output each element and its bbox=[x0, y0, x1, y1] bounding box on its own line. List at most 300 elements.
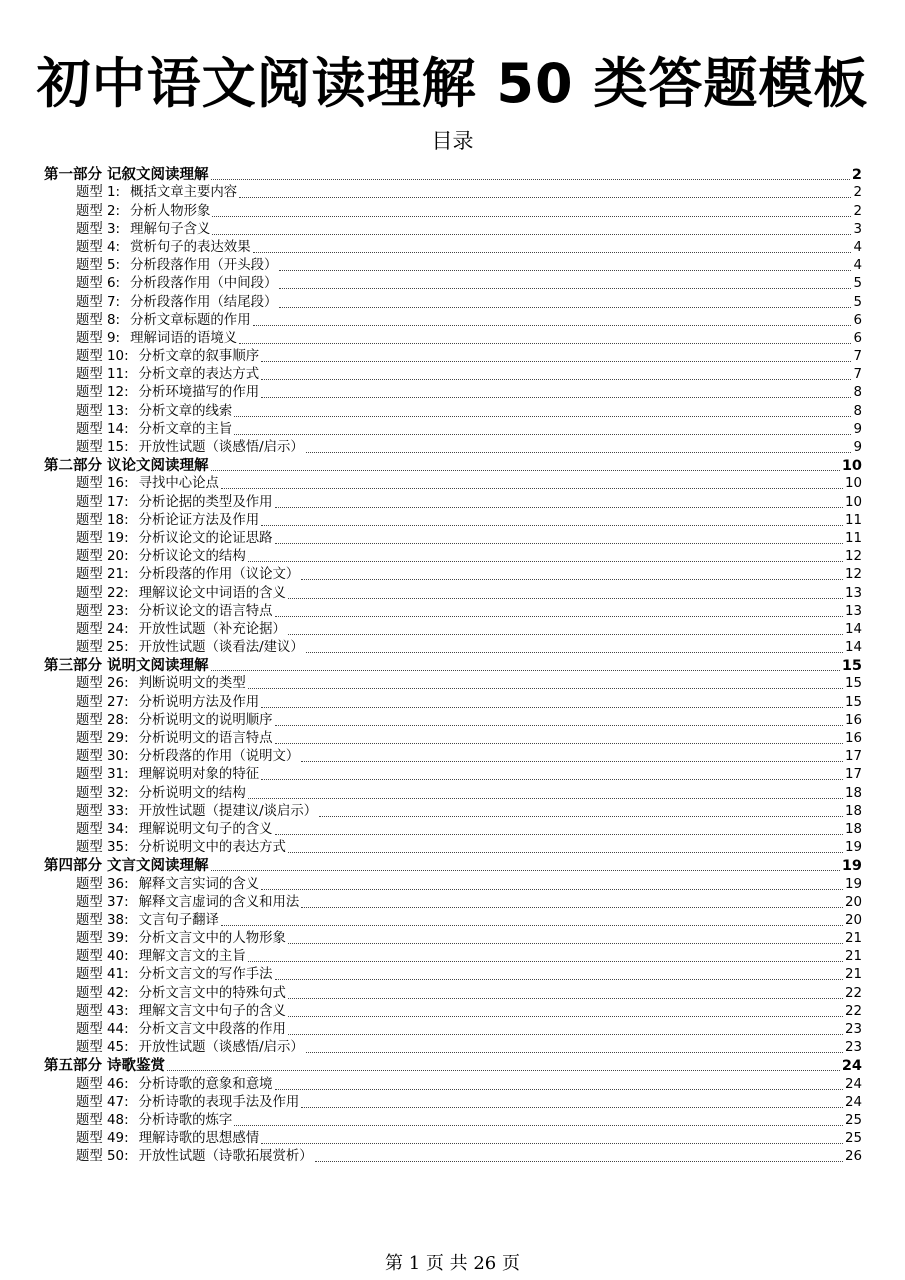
toc-page-number: 8 bbox=[853, 385, 862, 401]
toc-item-text: 文言句子翻译 bbox=[138, 912, 219, 928]
toc-item-code: 题型 45: bbox=[76, 1040, 129, 1056]
toc-item-text: 寻找中心论点 bbox=[138, 476, 219, 492]
toc-item-label bbox=[76, 239, 251, 257]
toc-item-code: 题型 35: bbox=[76, 840, 129, 856]
toc-item-label bbox=[76, 1003, 286, 1021]
toc-page-number: 18 bbox=[844, 785, 862, 801]
toc-page-number: 19 bbox=[844, 840, 862, 856]
toc-item-text: 分析人物形象 bbox=[130, 203, 211, 219]
toc-item-row[interactable] bbox=[44, 275, 862, 293]
leader-dots bbox=[275, 507, 843, 508]
toc-item-row[interactable] bbox=[44, 421, 862, 439]
toc-page-number: 16 bbox=[844, 731, 862, 746]
toc-page-number: 7 bbox=[853, 367, 862, 383]
toc-item-row[interactable] bbox=[44, 1003, 862, 1021]
toc-item-text: 开放性试题（谈感悟/启示） bbox=[138, 440, 304, 455]
leader-dots bbox=[261, 707, 843, 708]
page-footer: 第 1 页 共 26 页 bbox=[385, 1253, 520, 1274]
toc-item-label bbox=[76, 1094, 299, 1112]
toc-item-label bbox=[76, 966, 273, 984]
toc-page-number: 2 bbox=[851, 167, 862, 184]
toc-item-text: 理解文言文的主旨 bbox=[138, 949, 246, 965]
toc-item-text: 开放性试题（提建议/谈启示） bbox=[138, 803, 318, 819]
toc-item-code: 题型 7: bbox=[76, 294, 121, 310]
toc-item-code: 题型 8: bbox=[76, 312, 121, 328]
toc-item-label bbox=[76, 639, 304, 657]
toc-page-number: 4 bbox=[853, 239, 862, 255]
toc-item-row[interactable] bbox=[44, 1112, 862, 1130]
toc-item-label bbox=[76, 1021, 286, 1039]
toc-section-row[interactable] bbox=[44, 657, 862, 675]
toc-item-text: 开放性试题（谈看法/建议） bbox=[138, 640, 304, 656]
toc-section-title: 第三部分 说明文阅读理解 bbox=[44, 658, 209, 675]
toc-item-text: 分析说明文的语言特点 bbox=[138, 731, 273, 746]
toc-item-label bbox=[76, 985, 286, 1003]
toc-item-code: 题型 28: bbox=[76, 712, 129, 728]
toc-item-row[interactable] bbox=[44, 402, 862, 420]
toc-item-text: 分析说明文中的表达方式 bbox=[138, 840, 286, 856]
leader-dots bbox=[211, 670, 840, 671]
toc-item-label bbox=[76, 512, 259, 530]
toc-item-code: 题型 33: bbox=[76, 803, 129, 819]
toc-item-row[interactable] bbox=[44, 384, 862, 402]
toc-item-row[interactable] bbox=[44, 730, 862, 748]
toc-item-code: 题型 3: bbox=[76, 221, 121, 237]
toc-item-label bbox=[76, 203, 210, 221]
toc-item-code: 题型 44: bbox=[76, 1022, 129, 1037]
leader-dots bbox=[211, 870, 840, 871]
toc-item-row[interactable] bbox=[44, 202, 862, 220]
leader-dots bbox=[279, 270, 851, 271]
toc-page-number: 6 bbox=[853, 312, 862, 328]
leader-dots bbox=[211, 470, 840, 471]
toc-item-row[interactable] bbox=[44, 366, 862, 384]
toc-page-number: 23 bbox=[844, 1040, 862, 1056]
toc-item-code: 题型 30: bbox=[76, 749, 129, 765]
toc-item-row[interactable] bbox=[44, 439, 862, 457]
toc-item-text: 理解句子含义 bbox=[130, 221, 211, 237]
toc-page-number: 14 bbox=[844, 621, 862, 637]
toc-item-text: 分析文言文中的特殊句式 bbox=[138, 985, 286, 1001]
toc-item-label bbox=[76, 621, 286, 639]
toc-page-number: 15 bbox=[841, 658, 862, 675]
toc-page-number: 20 bbox=[844, 912, 862, 928]
leader-dots bbox=[261, 525, 843, 526]
toc-page-number: 14 bbox=[844, 640, 862, 656]
leader-dots bbox=[301, 907, 843, 908]
toc-item-label bbox=[76, 803, 317, 821]
toc-item-label bbox=[76, 785, 246, 803]
leader-dots bbox=[288, 1034, 843, 1035]
toc-page-number: 13 bbox=[844, 603, 862, 619]
toc-item-row[interactable] bbox=[44, 1094, 862, 1112]
toc-page-number: 8 bbox=[853, 403, 862, 419]
toc-item-code: 题型 13: bbox=[76, 403, 129, 419]
toc-page-number: 4 bbox=[853, 258, 862, 274]
toc-item-text: 分析说明方法及作用 bbox=[138, 694, 260, 710]
document-title: 初中语文阅读理解 50 类答题模板 bbox=[36, 52, 869, 115]
leader-dots bbox=[239, 197, 851, 198]
toc-page-number: 24 bbox=[841, 1058, 862, 1075]
toc-item-row[interactable] bbox=[44, 603, 862, 621]
leader-dots bbox=[275, 1089, 843, 1090]
toc-item-code: 题型 5: bbox=[76, 258, 121, 274]
leader-dots bbox=[239, 343, 851, 344]
toc-page-number: 24 bbox=[844, 1076, 862, 1092]
toc-page-number: 10 bbox=[844, 476, 862, 492]
toc-item-row[interactable] bbox=[44, 257, 862, 275]
toc-item-row[interactable] bbox=[44, 348, 862, 366]
toc-item-row[interactable] bbox=[44, 784, 862, 802]
toc-item-code: 题型 15: bbox=[76, 440, 129, 455]
toc-item-row[interactable] bbox=[44, 1148, 862, 1166]
toc-item-label bbox=[76, 1148, 313, 1166]
leader-dots bbox=[275, 834, 843, 835]
toc-item-label bbox=[76, 221, 210, 239]
toc-item-code: 题型 19: bbox=[76, 530, 129, 546]
toc-item-code: 题型 22: bbox=[76, 585, 129, 601]
toc-item-label bbox=[76, 421, 232, 439]
toc-item-code: 题型 25: bbox=[76, 640, 129, 656]
toc-item-code: 题型 10: bbox=[76, 349, 129, 365]
toc-item-text: 分析文言文中的人物形象 bbox=[138, 931, 286, 947]
toc-page-number: 7 bbox=[853, 349, 862, 365]
toc-page-number: 22 bbox=[844, 985, 862, 1001]
toc-item-text: 分析诗歌的意象和意境 bbox=[138, 1076, 273, 1092]
toc-item-code: 题型 40: bbox=[76, 949, 129, 965]
leader-dots bbox=[253, 325, 852, 326]
toc-page-number: 24 bbox=[844, 1094, 862, 1110]
toc-item-code: 题型 31: bbox=[76, 767, 129, 783]
toc-page-number: 6 bbox=[853, 330, 862, 346]
toc-item-text: 分析说明文的结构 bbox=[138, 785, 246, 801]
toc-item-row[interactable] bbox=[44, 894, 862, 912]
toc-item-text: 分析诗歌的表现手法及作用 bbox=[138, 1094, 300, 1110]
leader-dots bbox=[288, 998, 843, 999]
toc-page-number: 15 bbox=[844, 676, 862, 692]
toc-item-row[interactable] bbox=[44, 930, 862, 948]
leader-dots bbox=[315, 1161, 843, 1162]
toc-item-row[interactable] bbox=[44, 530, 862, 548]
toc-item-row[interactable] bbox=[44, 966, 862, 984]
toc-item-code: 题型 27: bbox=[76, 694, 129, 710]
toc-item-code: 题型 41: bbox=[76, 967, 129, 983]
leader-dots bbox=[261, 361, 851, 362]
leader-dots bbox=[306, 1052, 843, 1053]
toc-page-number: 20 bbox=[844, 894, 862, 910]
toc-item-text: 分析文章标题的作用 bbox=[130, 312, 251, 328]
toc-page-number: 2 bbox=[853, 203, 862, 219]
toc-item-label bbox=[76, 1039, 304, 1057]
toc-item-code: 题型 34: bbox=[76, 821, 129, 837]
toc-item-row[interactable] bbox=[44, 493, 862, 511]
leader-dots bbox=[288, 1016, 843, 1017]
toc-item-text: 赏析句子的表达效果 bbox=[130, 239, 251, 255]
toc-item-row[interactable] bbox=[44, 566, 862, 584]
toc-page-number: 11 bbox=[844, 530, 862, 546]
toc-item-text: 分析段落的作用（议论文） bbox=[138, 567, 300, 583]
toc-item-code: 题型 36: bbox=[76, 876, 129, 892]
toc-page-number: 3 bbox=[853, 221, 862, 237]
toc-item-text: 分析段落的作用（说明文） bbox=[138, 749, 300, 765]
toc-item-label bbox=[76, 675, 246, 693]
toc-item-row[interactable] bbox=[44, 875, 862, 893]
toc-page-number: 10 bbox=[844, 494, 862, 510]
leader-dots bbox=[248, 688, 843, 689]
toc-item-text: 开放性试题（补充论据） bbox=[138, 621, 286, 637]
toc-item-label bbox=[76, 1076, 273, 1094]
toc-item-label bbox=[76, 548, 246, 566]
leader-dots bbox=[275, 725, 843, 726]
toc-section-row[interactable] bbox=[44, 457, 862, 475]
toc-page-number: 21 bbox=[844, 931, 862, 947]
toc-item-code: 题型 46: bbox=[76, 1076, 129, 1092]
toc-item-label bbox=[76, 839, 286, 857]
toc-page-number: 2 bbox=[853, 185, 862, 201]
leader-dots bbox=[261, 1143, 843, 1144]
toc-item-text: 分析段落作用（中间段） bbox=[130, 276, 278, 292]
toc-item-label bbox=[76, 439, 304, 457]
leader-dots bbox=[234, 1125, 843, 1126]
leader-dots bbox=[279, 307, 851, 308]
toc-page-number: 9 bbox=[853, 440, 862, 455]
toc-item-text: 开放性试题（谈感悟/启示） bbox=[138, 1040, 304, 1056]
toc-item-row[interactable] bbox=[44, 312, 862, 330]
toc-page-number: 21 bbox=[844, 967, 862, 983]
toc-item-code: 题型 48: bbox=[76, 1112, 129, 1128]
toc-item-row[interactable] bbox=[44, 948, 862, 966]
toc-item-row[interactable] bbox=[44, 475, 862, 493]
toc-item-code: 题型 21: bbox=[76, 567, 129, 583]
toc-page-number: 11 bbox=[844, 512, 862, 528]
toc-item-label bbox=[76, 912, 219, 930]
toc-item-label bbox=[76, 275, 277, 293]
leader-dots bbox=[261, 379, 851, 380]
toc-item-text: 判断说明文的类型 bbox=[138, 676, 246, 692]
toc-page-number: 15 bbox=[844, 694, 862, 710]
toc-section-row[interactable] bbox=[44, 166, 862, 184]
leader-dots bbox=[275, 743, 843, 744]
toc-item-text: 分析议论文的结构 bbox=[138, 549, 246, 565]
toc-item-row[interactable] bbox=[44, 512, 862, 530]
toc-item-row[interactable] bbox=[44, 748, 862, 766]
toc-item-text: 概括文章主要内容 bbox=[130, 185, 238, 201]
leader-dots bbox=[212, 216, 851, 217]
toc-item-label bbox=[76, 730, 273, 748]
leader-dots bbox=[234, 416, 851, 417]
toc-item-code: 题型 24: bbox=[76, 621, 129, 637]
toc-page-number: 19 bbox=[841, 858, 862, 875]
toc-item-text: 分析段落作用（开头段） bbox=[130, 258, 278, 274]
toc-item-code: 题型 29: bbox=[76, 731, 129, 746]
toc-item-label bbox=[76, 348, 259, 366]
toc-page-number: 25 bbox=[844, 1112, 862, 1128]
toc-page-number: 23 bbox=[844, 1022, 862, 1037]
toc-item-label bbox=[76, 694, 259, 712]
toc-section-title: 第五部分 诗歌鉴赏 bbox=[44, 1058, 166, 1075]
toc-item-code: 题型 47: bbox=[76, 1094, 129, 1110]
toc-item-row[interactable] bbox=[44, 1075, 862, 1093]
toc-item-code: 题型 43: bbox=[76, 1003, 129, 1019]
toc-page-number: 18 bbox=[844, 821, 862, 837]
leader-dots bbox=[234, 434, 851, 435]
toc-item-row[interactable] bbox=[44, 693, 862, 711]
toc-item-text: 理解词语的语境义 bbox=[130, 330, 238, 346]
toc-item-text: 理解诗歌的思想感情 bbox=[138, 1131, 260, 1147]
toc-item-code: 题型 38: bbox=[76, 912, 129, 928]
toc-page-number: 19 bbox=[844, 876, 862, 892]
toc-item-code: 题型 26: bbox=[76, 676, 129, 692]
toc-page-number: 9 bbox=[853, 421, 862, 437]
toc-page-number: 22 bbox=[844, 1003, 862, 1019]
leader-dots bbox=[288, 598, 843, 599]
toc-item-row[interactable] bbox=[44, 912, 862, 930]
toc-item-label bbox=[76, 294, 277, 312]
toc-item-label bbox=[76, 603, 273, 621]
toc-item-label bbox=[76, 366, 259, 384]
leader-dots bbox=[288, 943, 843, 944]
toc-item-code: 题型 39: bbox=[76, 931, 129, 947]
toc-item-label bbox=[76, 1112, 232, 1130]
toc-page-number: 17 bbox=[844, 749, 862, 765]
toc-item-label bbox=[76, 766, 259, 784]
toc-page-number: 18 bbox=[844, 803, 862, 819]
toc-item-label bbox=[76, 312, 251, 330]
toc-item-code: 题型 37: bbox=[76, 894, 129, 910]
leader-dots bbox=[248, 798, 843, 799]
toc-item-row[interactable] bbox=[44, 584, 862, 602]
toc-item-label bbox=[76, 403, 232, 421]
toc-item-text: 分析说明文的说明顺序 bbox=[138, 712, 273, 728]
toc-item-text: 开放性试题（诗歌拓展赏析） bbox=[138, 1149, 313, 1165]
toc-item-row[interactable] bbox=[44, 839, 862, 857]
toc-item-text: 分析文章的表达方式 bbox=[138, 367, 260, 383]
leader-dots bbox=[301, 761, 843, 762]
toc-item-row[interactable] bbox=[44, 1039, 862, 1057]
toc-item-row[interactable] bbox=[44, 548, 862, 566]
leader-dots bbox=[301, 1107, 843, 1108]
toc-item-label bbox=[76, 257, 277, 275]
toc-section-title: 第一部分 记叙文阅读理解 bbox=[44, 167, 209, 184]
leader-dots bbox=[275, 616, 843, 617]
toc-item-label bbox=[76, 585, 286, 603]
leader-dots bbox=[301, 579, 843, 580]
toc-item-text: 分析诗歌的炼字 bbox=[138, 1112, 233, 1128]
leader-dots bbox=[248, 961, 843, 962]
toc-section-row[interactable] bbox=[44, 1057, 862, 1075]
toc-page-number: 5 bbox=[853, 294, 862, 310]
leader-dots bbox=[167, 1070, 840, 1071]
toc-item-code: 题型 42: bbox=[76, 985, 129, 1001]
toc-section-row[interactable] bbox=[44, 857, 862, 875]
toc-item-text: 解释文言实词的含义 bbox=[138, 876, 260, 892]
toc-item-text: 解释文言虚词的含义和用法 bbox=[138, 894, 300, 910]
toc-item-row[interactable] bbox=[44, 821, 862, 839]
toc-item-row[interactable] bbox=[44, 803, 862, 821]
leader-dots bbox=[221, 925, 843, 926]
leader-dots bbox=[306, 652, 843, 653]
leader-dots bbox=[275, 543, 843, 544]
leader-dots bbox=[261, 889, 843, 890]
toc-item-label bbox=[76, 475, 219, 493]
leader-dots bbox=[261, 397, 851, 398]
toc-item-text: 分析文章的线索 bbox=[138, 403, 233, 419]
toc-item-text: 分析论据的类型及作用 bbox=[138, 494, 273, 510]
toc-item-row[interactable] bbox=[44, 239, 862, 257]
toc-page-number: 17 bbox=[844, 767, 862, 783]
toc-item-code: 题型 14: bbox=[76, 421, 129, 437]
toc-item-text: 理解说明文句子的含义 bbox=[138, 821, 273, 837]
toc-page-number: 13 bbox=[844, 585, 862, 601]
toc-page-number: 12 bbox=[844, 567, 862, 583]
leader-dots bbox=[288, 634, 843, 635]
leader-dots bbox=[306, 452, 852, 453]
toc-item-code: 题型 9: bbox=[76, 330, 121, 346]
toc-item-label bbox=[76, 384, 259, 402]
toc-item-row[interactable] bbox=[44, 621, 862, 639]
toc-item-row[interactable] bbox=[44, 293, 862, 311]
toc-item-row[interactable] bbox=[44, 766, 862, 784]
toc-item-label bbox=[76, 330, 237, 348]
toc-item-code: 题型 49: bbox=[76, 1131, 129, 1147]
leader-dots bbox=[288, 852, 843, 853]
toc-item-text: 理解议论文中词语的含义 bbox=[138, 585, 286, 601]
toc-item-text: 分析文言文中段落的作用 bbox=[138, 1022, 286, 1037]
toc-item-code: 题型 2: bbox=[76, 203, 121, 219]
leader-dots bbox=[211, 179, 850, 180]
toc-item-label bbox=[76, 748, 299, 766]
toc-item-text: 分析段落作用（结尾段） bbox=[130, 294, 278, 310]
toc-item-code: 题型 23: bbox=[76, 603, 129, 619]
toc-item-text: 分析文言文的写作手法 bbox=[138, 967, 273, 983]
toc-item-label bbox=[76, 930, 286, 948]
toc-item-row[interactable] bbox=[44, 712, 862, 730]
toc-item-code: 题型 16: bbox=[76, 476, 129, 492]
toc-item-code: 题型 18: bbox=[76, 512, 129, 528]
toc-page-number: 16 bbox=[844, 712, 862, 728]
toc-item-label bbox=[76, 712, 273, 730]
table-of-contents bbox=[44, 166, 862, 1166]
toc-section-title: 第四部分 文言文阅读理解 bbox=[44, 858, 209, 875]
toc-item-row[interactable] bbox=[44, 330, 862, 348]
toc-item-text: 分析环境描写的作用 bbox=[138, 385, 260, 401]
toc-item-label bbox=[76, 494, 273, 512]
leader-dots bbox=[212, 234, 851, 235]
toc-item-row[interactable] bbox=[44, 1130, 862, 1148]
toc-heading: 目录 bbox=[431, 129, 474, 153]
toc-item-row[interactable] bbox=[44, 675, 862, 693]
toc-item-code: 题型 1: bbox=[76, 185, 121, 201]
toc-item-label bbox=[76, 894, 299, 912]
toc-item-label bbox=[76, 948, 246, 966]
toc-page-number: 26 bbox=[844, 1149, 862, 1165]
toc-page-number: 10 bbox=[841, 458, 862, 475]
toc-item-text: 分析文章的叙事顺序 bbox=[138, 349, 260, 365]
leader-dots bbox=[221, 488, 843, 489]
toc-item-row[interactable] bbox=[44, 221, 862, 239]
toc-item-label bbox=[76, 184, 237, 202]
toc-item-code: 题型 12: bbox=[76, 385, 129, 401]
leader-dots bbox=[279, 288, 851, 289]
toc-item-code: 题型 20: bbox=[76, 549, 129, 565]
toc-item-row[interactable] bbox=[44, 984, 862, 1002]
toc-section-title: 第二部分 议论文阅读理解 bbox=[44, 458, 209, 475]
toc-item-row[interactable] bbox=[44, 184, 862, 202]
toc-item-text: 理解说明对象的特征 bbox=[138, 767, 260, 783]
toc-item-row[interactable] bbox=[44, 1021, 862, 1039]
toc-item-text: 分析文章的主旨 bbox=[138, 421, 233, 437]
toc-item-row[interactable] bbox=[44, 639, 862, 657]
